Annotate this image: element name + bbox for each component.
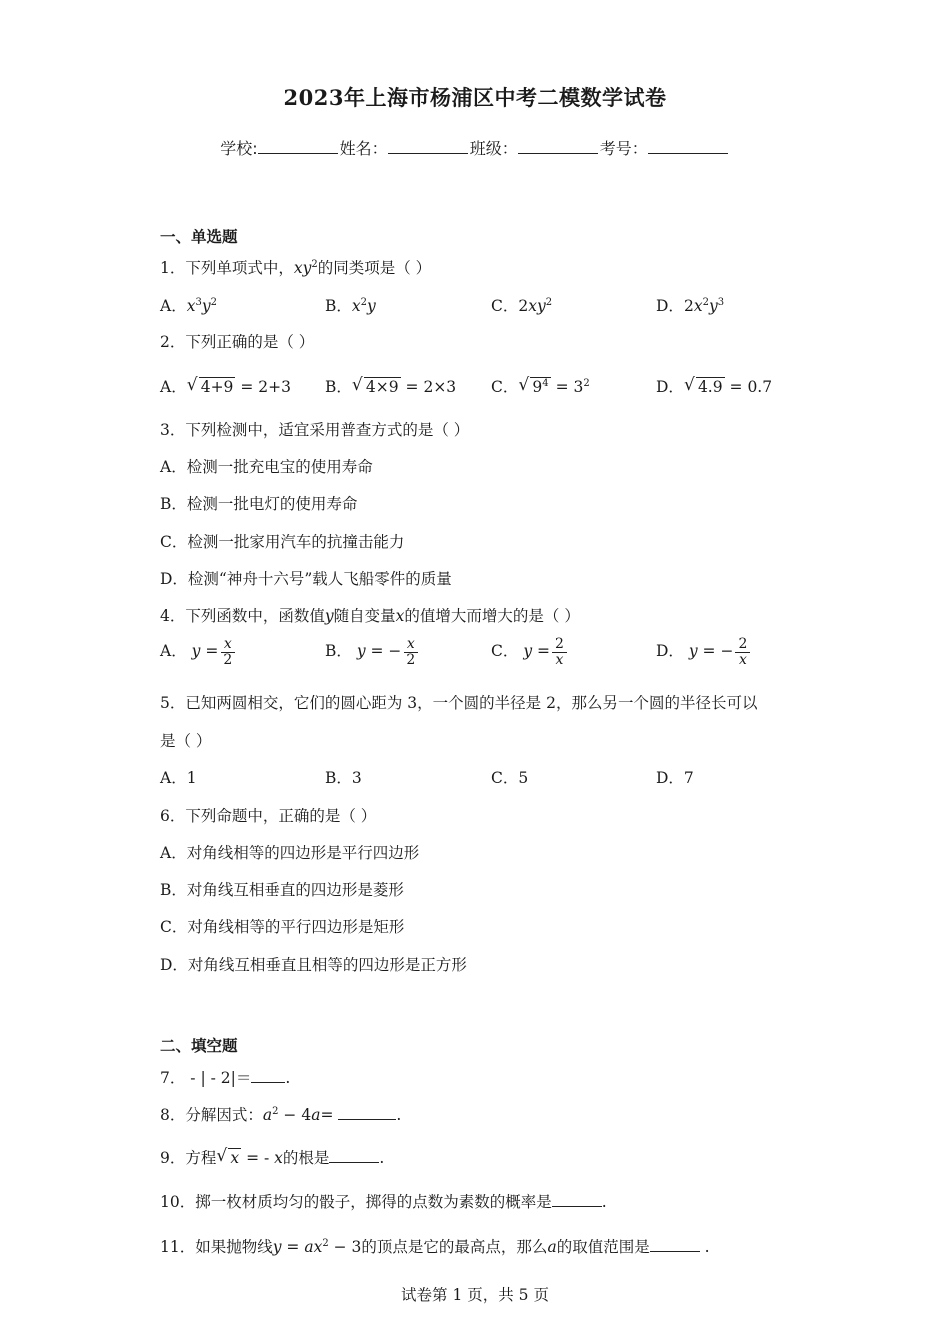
q11-answer-blank[interactable] <box>650 1237 700 1252</box>
section-single-choice-title: 一、单选题 <box>160 227 238 246</box>
q8-answer-blank[interactable] <box>338 1105 396 1120</box>
q2-option-d[interactable]: D． √ 4.9 = 0.7 <box>656 375 773 396</box>
q3-option-b[interactable]: B．检测一批电灯的使用寿命 <box>160 495 358 513</box>
sqrt-symbol: √ $9^4$ <box>518 375 549 396</box>
sqrt-symbol: √ 4+9 <box>186 375 234 396</box>
q5-option-d[interactable]: D．7 <box>656 769 694 787</box>
sqrt-symbol: √ 4.9 <box>683 375 723 396</box>
q6-option-b[interactable]: B．对角线互相垂直的四边形是菱形 <box>160 881 404 899</box>
sqrt-symbol: √ x <box>216 1146 240 1167</box>
question-3: 3．下列检测中，适宜采用普查方式的是（ ） <box>160 421 470 439</box>
q4-option-d[interactable]: D． y = − $\frac{2}{x}$ <box>656 637 752 667</box>
q6-option-d[interactable]: D．对角线互相垂直且相等的四边形是正方形 <box>160 956 467 974</box>
page-footer: 试卷第 1 页，共 5 页 <box>401 1286 549 1304</box>
page-title: 2023年上海市杨浦区中考二模数学试卷 <box>283 85 667 110</box>
section-fill-blank-title: 二、填空题 <box>160 1036 238 1055</box>
q1-option-d[interactable]: D．$2x^2y^3$ <box>656 296 725 315</box>
question-11: 11．如果抛物线$y = ax^2 - 3$的顶点是它的最高点，那么a的取值范围是 . <box>160 1237 710 1256</box>
q5-option-c[interactable]: C．5 <box>491 769 529 787</box>
q2-option-c[interactable]: C． √ $9^4 = 3^2$ <box>491 375 590 396</box>
name-blank[interactable] <box>388 139 468 154</box>
question-9: 9．方程 √ x = - x的根是 . <box>160 1146 385 1167</box>
q2-option-b[interactable]: B． √ 4×9 = 2×3 <box>325 375 457 396</box>
q6-option-c[interactable]: C．对角线相等的平行四边形是矩形 <box>160 918 405 936</box>
q3-option-d[interactable]: D．检测“神舟十六号”载人飞船零件的质量 <box>160 570 452 588</box>
question-5-line-2: 是（ ） <box>160 732 212 750</box>
q4-option-c[interactable]: C． y = $\frac{2}{x}$ <box>491 637 569 667</box>
q1-option-b[interactable]: B．$x^2y$ <box>325 296 376 315</box>
question-7: 7． - | - 2|＝ . <box>160 1069 291 1087</box>
exam-no-label: 考号： <box>599 139 648 158</box>
q4-option-a[interactable]: A． y = $\frac{x}{2}$ <box>160 637 237 667</box>
exam-no-blank[interactable] <box>648 139 728 154</box>
q3-option-a[interactable]: A．检测一批充电宝的使用寿命 <box>160 458 373 476</box>
q1-option-a[interactable]: A．$x^3y^2$ <box>160 296 217 315</box>
q7-answer-blank[interactable] <box>251 1068 285 1083</box>
question-6: 6．下列命题中，正确的是（ ） <box>160 807 377 825</box>
q3-option-c[interactable]: C．检测一批家用汽车的抗撞击能力 <box>160 533 405 551</box>
q9-answer-blank[interactable] <box>329 1148 379 1163</box>
question-8: 8．分解因式：$a^2 - 4a=$ . <box>160 1105 402 1124</box>
school-label: 学校: <box>220 139 258 158</box>
question-1: 1．下列单项式中，$xy^2$的同类项是（ ） <box>160 258 432 277</box>
class-label: 班级： <box>469 139 518 158</box>
q5-option-a[interactable]: A．1 <box>160 769 197 787</box>
sqrt-symbol: √ 4×9 <box>351 375 399 396</box>
question-5-line-1: 5．已知两圆相交，它们的圆心距为 3，一个圆的半径是 2，那么另一个圆的半径长可以 <box>160 694 758 712</box>
class-blank[interactable] <box>518 139 598 154</box>
school-blank[interactable] <box>258 139 338 154</box>
student-info-line <box>0 136 950 159</box>
question-2: 2．下列正确的是（ ） <box>160 333 315 351</box>
q2-option-a[interactable]: A． √ 4+9 = 2+3 <box>160 375 291 396</box>
q1-option-c[interactable]: C．$2xy^2$ <box>491 296 553 315</box>
q4-option-b[interactable]: B． y = − $\frac{x}{2}$ <box>325 637 420 667</box>
question-4: 4．下列函数中，函数值y随自变量x的值增大而增大的是（ ） <box>160 607 580 625</box>
q5-option-b[interactable]: B．3 <box>325 769 362 787</box>
question-10: 10．掷一枚材质均匀的骰子，掷得的点数为素数的概率是 . <box>160 1193 607 1211</box>
q6-option-a[interactable]: A．对角线相等的四边形是平行四边形 <box>160 844 420 862</box>
name-label: 姓名： <box>339 139 388 158</box>
q10-answer-blank[interactable] <box>552 1192 602 1207</box>
